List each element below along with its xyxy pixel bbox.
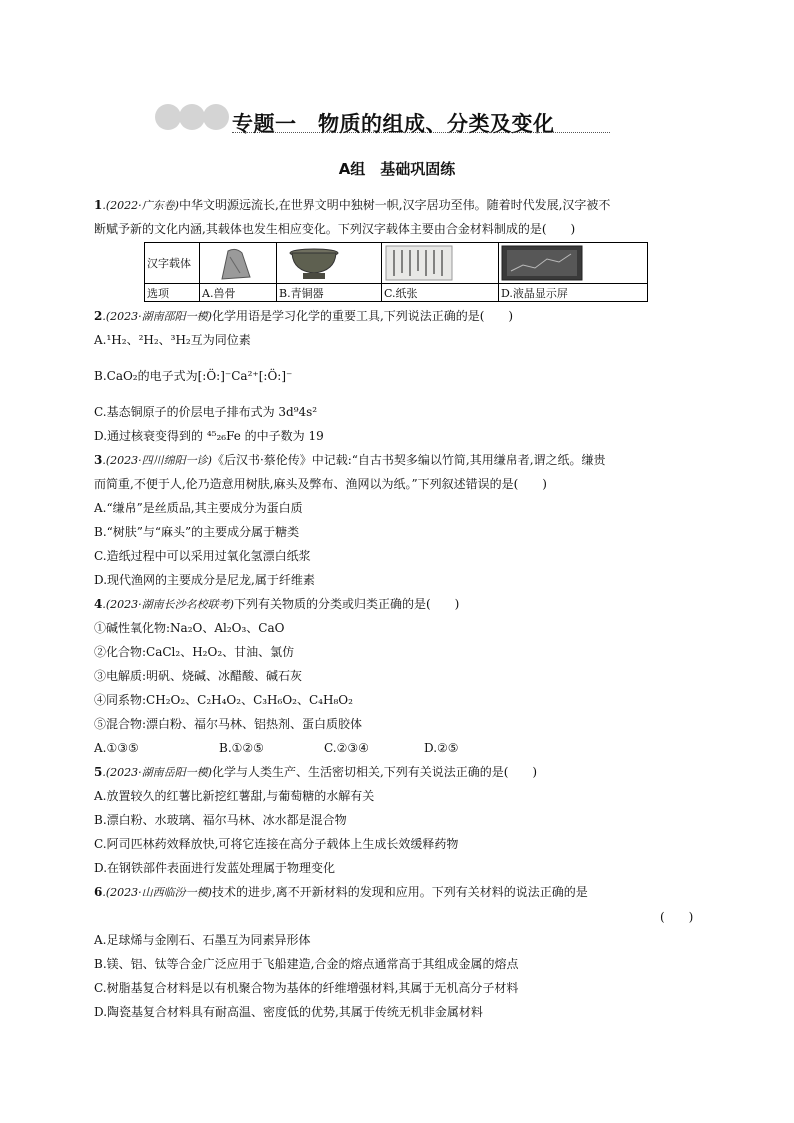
option-b: B.CaO₂的电子式为[:Ö:]⁻Ca²⁺[:Ö:]⁻: [94, 369, 293, 383]
question-3: [94, 452, 606, 469]
title-underline: [232, 132, 610, 133]
question-number: 3: [94, 453, 103, 467]
table-header-cell: 汉字载体: [145, 243, 200, 284]
question-2: [94, 308, 513, 325]
option-d: D.在钢铁部件表面进行发蓝处理属于物理变化: [94, 861, 336, 875]
question-number: 5: [94, 765, 103, 779]
circle-icon: [155, 104, 181, 130]
question-number: 6: [94, 885, 103, 899]
option-b: B.漂白粉、水玻璃、福尔马林、冰水都是混合物: [94, 813, 347, 827]
question-1: [94, 197, 610, 214]
option-a: A.兽骨: [200, 284, 277, 302]
page-header: [0, 104, 794, 138]
option-b: B.“树肤”与“麻头”的主要成分属于糖类: [94, 525, 300, 539]
paper-calligraphy-icon: [384, 245, 454, 281]
option-b: B.青铜器: [277, 284, 382, 302]
question-number: 4: [94, 597, 103, 611]
question-text: 《后汉书·蔡伦传》中记载:“自古书契多编以竹简,其用缣帛者,谓之纸。缣贵: [211, 453, 606, 467]
bronze-vessel-icon: [279, 245, 349, 281]
option-d: D.液晶显示屏: [499, 284, 648, 302]
question-number: 1: [94, 198, 103, 212]
question-source: .(2023·湖南长沙名校联考): [102, 598, 234, 611]
option-a: A.放置较久的红薯比新挖红薯甜,与葡萄糖的水解有关: [94, 789, 375, 803]
option-b: B.镁、铝、钛等合金广泛应用于飞船建造,合金的熔点通常高于其组成金属的熔点: [94, 957, 519, 971]
answer-paren: ( ): [660, 910, 694, 924]
option-a: A.“缣帛”是丝质品,其主要成分为蛋白质: [94, 501, 303, 515]
circle-icon: [203, 104, 229, 130]
choice-a: A.①③⑤: [94, 741, 139, 755]
question-text: 化学用语是学习化学的重要工具,下列说法正确的是( ): [211, 309, 514, 323]
table-image-cell: [200, 243, 277, 284]
question-source: .(2023·四川绵阳一诊): [102, 454, 212, 467]
option-c: C.树脂基复合材料是以有机聚合物为基体的纤维增强材料,其属于无机高分子材料: [94, 981, 519, 995]
option-c: C.阿司匹林药效释放快,可将它连接在高分子载体上生成长效缓释药物: [94, 837, 459, 851]
circle-icon: [179, 104, 205, 130]
question-text: 化学与人类生产、生活密切相关,下列有关说法正确的是( ): [211, 765, 538, 779]
option-d: D.陶瓷基复合材料具有耐高温、密度低的优势,其属于传统无机非金属材料: [94, 1005, 483, 1019]
question-text: 中华文明源远流长,在世界文明中独树一帜,汉字居功至伟。随着时代发展,汉字被不: [178, 198, 611, 212]
lcd-screen-icon: [501, 245, 641, 281]
table-image-cell: [499, 243, 648, 284]
question-text: 技术的进步,离不开新材料的发现和应用。下列有关材料的说法正确的是: [211, 885, 588, 899]
option-d: D.现代渔网的主要成分是尼龙,属于纤维素: [94, 573, 315, 587]
animal-bone-icon: [202, 245, 272, 281]
question-source: .(2023·湖南邵阳一模): [102, 310, 212, 323]
group-title: A组 基础巩固练: [338, 160, 456, 178]
question-source: .(2023·湖南岳阳一模): [102, 766, 212, 779]
question-source: .(2023·山西临汾一模): [102, 886, 212, 899]
option-c: C.基态铜原子的价层电子排布式为 3d⁹4s²: [94, 405, 318, 419]
question-number: 2: [94, 309, 103, 323]
list-item: ⑤混合物:漂白粉、福尔马林、铝热剂、蛋白质胶体: [94, 717, 363, 731]
list-item: ①碱性氧化物:Na₂O、Al₂O₃、CaO: [94, 621, 285, 635]
question-4: [94, 596, 459, 613]
choice-d: D.②⑤: [424, 741, 459, 755]
list-item: ③电解质:明矾、烧碱、冰醋酸、碱石灰: [94, 669, 303, 683]
list-item: ④同系物:CH₂O₂、C₂H₄O₂、C₃H₆O₂、C₄H₈O₂: [94, 693, 353, 707]
question-text: 下列有关物质的分类或归类正确的是( ): [233, 597, 460, 611]
option-c: C.纸张: [382, 284, 499, 302]
choices-row: [94, 740, 459, 756]
page-title: 专题一 物质的组成、分类及变化: [232, 112, 555, 136]
decorative-circles: [155, 104, 235, 130]
question-text: 断赋予新的文化内涵,其载体也发生相应变化。下列汉字载体主要由合金材料制成的是( ): [94, 222, 576, 236]
table-header-cell: 选项: [145, 284, 200, 302]
table-image-cell: [277, 243, 382, 284]
table-image-cell: [382, 243, 499, 284]
option-c: C.造纸过程中可以采用过氧化氢漂白纸浆: [94, 549, 311, 563]
question-5: [94, 764, 537, 781]
option-a: A.足球烯与金刚石、石墨互为同素异形体: [94, 933, 311, 947]
carrier-table: [144, 242, 648, 302]
choice-b: B.①②⑤: [219, 741, 264, 755]
question-text: 而简重,不便于人,伦乃造意用树肤,麻头及弊布、渔网以为纸。”下列叙述错误的是( ): [94, 477, 547, 491]
choice-c: C.②③④: [324, 741, 369, 755]
list-item: ②化合物:CaCl₂、H₂O₂、甘油、氯仿: [94, 645, 295, 659]
question-6: [94, 884, 588, 901]
option-d: D.通过核衰变得到的 ⁴⁵₂₆Fe 的中子数为 19: [94, 429, 324, 443]
question-source: .(2022·广东卷): [102, 199, 179, 212]
option-a: A.¹H₂、²H₂、³H₂互为同位素: [94, 333, 251, 347]
